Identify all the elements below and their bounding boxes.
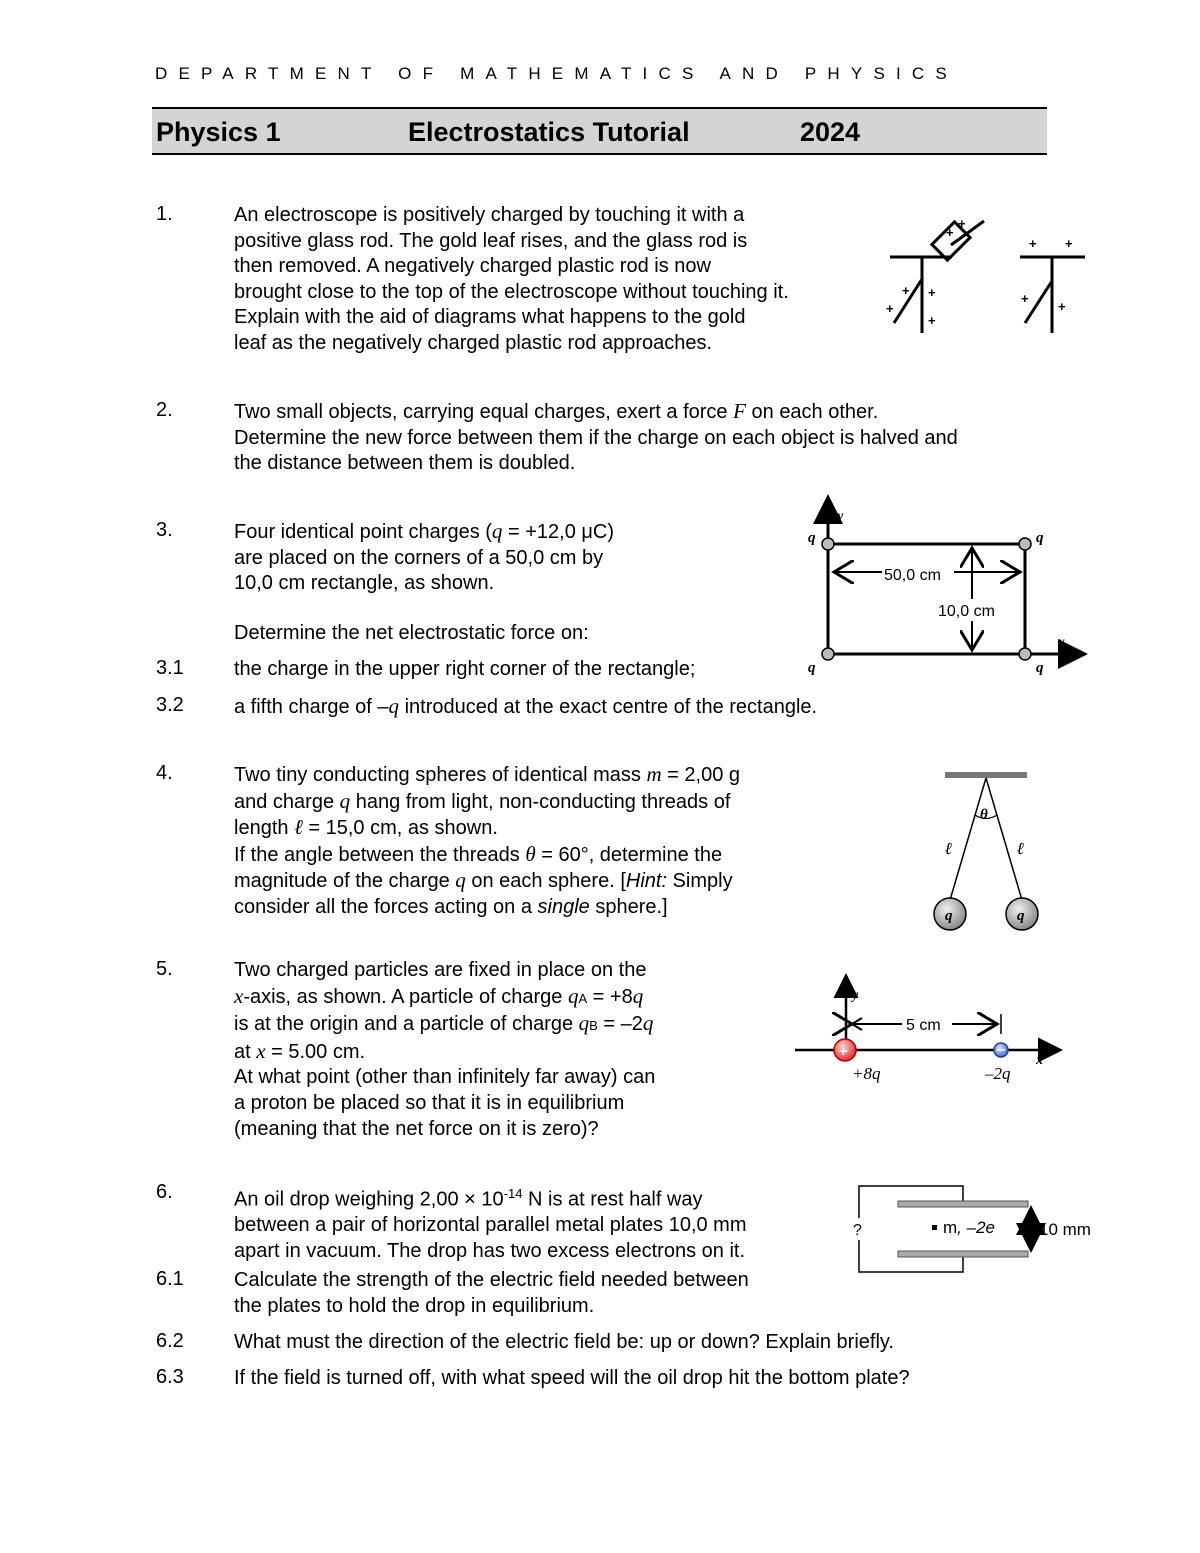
plus-sign: + [928,285,936,300]
y-axis-label: y [852,988,859,1003]
width-label: 50,0 cm [884,567,941,584]
q3-1-number: 3.1 [156,657,184,679]
plus-sign: + [958,216,966,231]
year: 2024 [800,117,861,147]
q6-3-number: 6.3 [156,1366,184,1388]
q3-number: 3. [156,519,173,541]
q3-1-text: the charge in the upper right corner of the rectangle; [234,658,696,680]
thread-left [950,778,986,900]
q3-2-number: 3.2 [156,694,184,716]
q1-number: 1. [156,203,173,225]
plus-sign: + [839,1043,848,1060]
charge-label: q [1036,660,1044,676]
charge-label: q [808,530,816,546]
q5-number: 5. [156,958,173,980]
gold-leaf-right [1025,281,1052,323]
charge-bottom-right [1019,648,1031,660]
q1-line: Explain with the aid of diagrams what happens to the gold [234,306,746,329]
q3-2-text: a fifth charge of –q introduced at the exact centre of the rectangle. [234,694,818,718]
plus-sign: + [886,301,894,316]
q5-text: Two charged particles are fixed in place on the x-axis, as shown. A particle of charge qA = +8q is at the origin and a particle of charge qB = –2q at x = 5.00 cm. At what point (other than infinitely far away) can a proton be placed so that it is in equilibrium (meaning that the net force on it is zero)? [234,959,656,1140]
plus-sign: + [1058,299,1066,314]
q6-number: 6. [156,1181,173,1203]
electroscope-diagram [880,205,1100,340]
charge-top-left [822,538,834,550]
particle-a-label: +8q [852,1064,881,1083]
force-symbol: F [733,399,746,423]
rectangle-charges-diagram [800,492,1095,682]
top-plate [898,1201,1028,1207]
plus-sign: + [928,313,936,328]
pendulum-diagram [925,762,1045,937]
oil-drop-label: m, –2e [943,1218,995,1237]
height-label: 10,0 cm [938,603,995,620]
q6-3-text: If the field is turned off, with what speed will the oil drop hit the bottom plate? [234,1367,910,1389]
q2-text: Two small objects, carrying equal charges, exert a force F on each other. Determine the new force between them if the charge on each object is halved and the distance between them is doubled. [234,399,958,475]
theta-label: θ [980,807,988,823]
length-label-right: ℓ [1017,839,1025,858]
charge-top-right [1019,538,1031,550]
q1-line: An electroscope is positively charged by touching it with a [234,204,745,226]
q1-line: positive glass rod. The gold leaf rises, and the glass rod is [234,229,748,252]
q1-line: leaf as the negatively charged plastic rod approaches. [234,331,713,354]
q6-1-text: Calculate the strength of the electric field needed between the plates to hold the drop in equilibrium. [234,1269,749,1317]
charge-label: q [808,660,816,676]
bottom-plate [898,1251,1028,1257]
q6-2-text: What must the direction of the electric field be: up or down? Explain briefly. [234,1331,894,1353]
charge-bottom-left [822,648,834,660]
plus-sign: + [946,225,954,240]
q6-1-number: 6.1 [156,1268,184,1290]
q1-line: then removed. A negatively charged plastic rod is now [234,255,711,278]
q1-line: brought close to the top of the electroscope without touching it. [234,280,789,303]
gap-label: 10 mm [1039,1220,1091,1239]
ceiling-support [945,772,1027,778]
unknown-source-label: ? [853,1222,862,1239]
sphere-charge-label: q [945,908,953,924]
q2-number: 2. [156,399,173,421]
particle-b-label: –2q [985,1064,1011,1083]
sphere-charge-label: q [1017,908,1025,924]
parallel-plates-diagram [845,1178,1105,1278]
q4-number: 4. [156,762,173,784]
oil-drop [932,1225,937,1230]
plus-sign: + [1021,291,1029,306]
plus-sign: + [1065,236,1073,251]
plus-sign: + [902,283,910,298]
department-heading: DEPARTMENT OF MATHEMATICS AND PHYSICS [155,64,958,83]
length-label-left: ℓ [945,839,953,858]
charge-label: q [1036,530,1044,546]
tutorial-title: Electrostatics Tutorial [408,117,690,147]
two-particle-diagram [790,970,1070,1090]
y-axis-label: y [837,509,844,524]
x-axis-label: x [1058,635,1065,650]
plus-sign: + [1029,236,1037,251]
course-title: Physics 1 [156,117,281,147]
title-bar [152,107,1047,155]
distance-label: 5 cm [906,1017,941,1034]
q6-2-number: 6.2 [156,1330,184,1352]
x-axis-label: x [1036,1053,1043,1068]
q4-text: Two tiny conducting spheres of identical mass m = 2,00 g and charge q hang from light, non-conducting threads of length ℓ = 15,0 cm, as shown. If the angle between the threads θ = 60°, determine the magnitude of the charge q on each sphere. [Hint: Simply consider all the forces acting on a single sphere.] [234,762,741,918]
q3-text: Four identical point charges (q = +12,0 μC) are placed on the corners of a 50,0 cm by 10,0 cm rectangle, as shown. [234,519,615,595]
q6-text: An oil drop weighing $2,00 \times 10^{-14}$ N is at rest half way between a pair of horizontal parallel metal plates 10,0 mm apart in vacuum. The drop has two excess electrons on it. [234,1186,747,1262]
q1-text [234,203,789,357]
q3-instruction: Determine the net electrostatic force on: [234,622,589,644]
